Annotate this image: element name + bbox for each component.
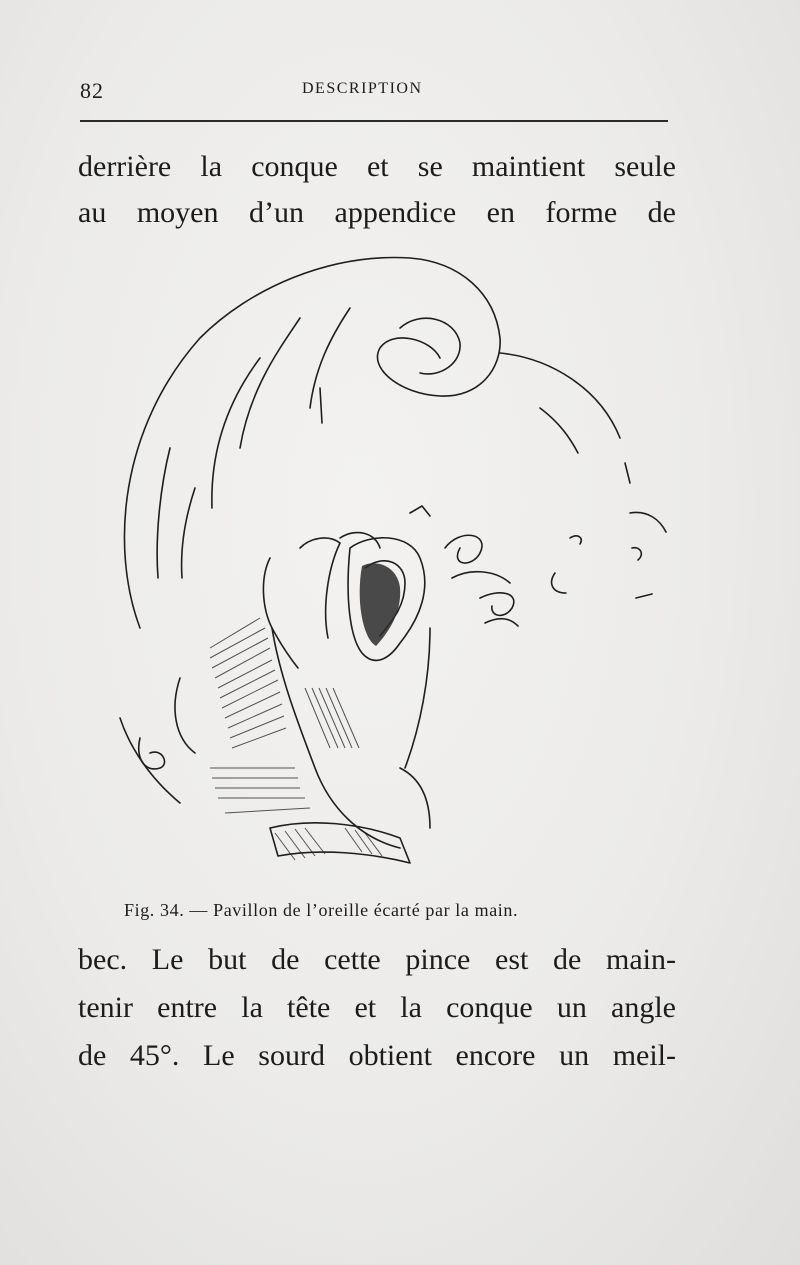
page-number: 82: [80, 78, 104, 103]
top-paragraph: [78, 144, 676, 236]
temple-scribble: [485, 619, 518, 626]
text-line: tenir entre la tête et la conque un angle: [78, 991, 676, 1024]
collar: [175, 678, 195, 753]
hand-palm: [272, 628, 400, 848]
hair-strand: [212, 358, 260, 508]
page-header: [78, 76, 668, 106]
face-mark: [552, 573, 566, 593]
temple-scribble: [445, 535, 482, 563]
hair-outline: [124, 258, 500, 628]
hand-finger: [340, 533, 380, 548]
sleeve: [400, 768, 430, 828]
hair-strand: [182, 488, 195, 578]
head-back: [540, 408, 578, 453]
figure-caption: Fig. 34. — Pavillon de l’oreille écarté par la main.: [124, 900, 519, 920]
temple-scribble: [452, 572, 510, 583]
text-line: derrière la conque et se maintient seule: [78, 150, 676, 183]
temple-scribble: [410, 506, 430, 516]
bottom-paragraph: [78, 936, 676, 1080]
ear-illustration: [100, 248, 690, 888]
shirt-cuff: [270, 823, 410, 863]
text-line: bec. Le but de cette pince est de main-: [78, 943, 676, 976]
hand-finger: [300, 538, 340, 638]
hand-thumb: [263, 558, 298, 668]
hair-strand: [310, 308, 350, 408]
collar: [139, 738, 165, 769]
face-mark: [630, 512, 666, 532]
face-mark: [570, 536, 581, 544]
hair-strand: [157, 448, 170, 578]
head-back: [625, 463, 630, 483]
head-back: [500, 353, 620, 438]
hair-strand: [240, 318, 300, 448]
temple-scribble: [480, 593, 514, 616]
header-rule: [80, 120, 668, 122]
ear-illustration-drawing: [100, 248, 690, 888]
face-mark: [636, 594, 652, 598]
running-title: DESCRIPTION: [302, 80, 423, 97]
text-line: de 45°. Le sourd obtient encore un meil-: [78, 1039, 676, 1072]
hand-edge: [405, 628, 430, 768]
collar: [120, 718, 180, 803]
text-line: au moyen d’un appendice en forme de: [78, 196, 676, 229]
face-mark: [632, 548, 641, 560]
ear-shadow: [360, 563, 401, 646]
hair-strand: [320, 388, 322, 423]
